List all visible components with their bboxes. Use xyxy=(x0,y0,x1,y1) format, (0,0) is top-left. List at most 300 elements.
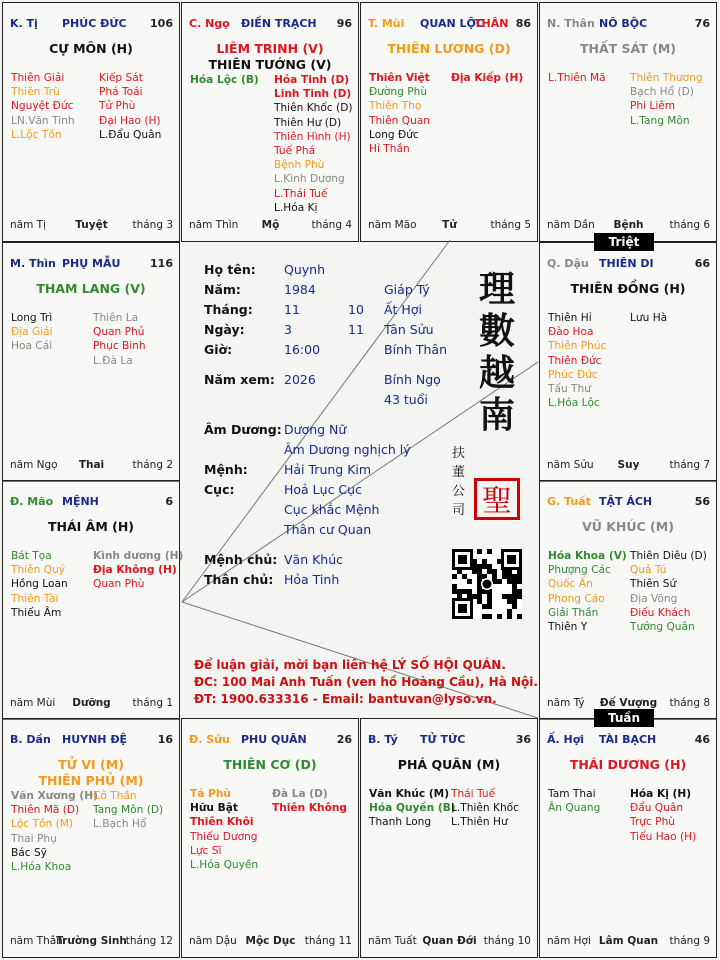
palace-body-marker: THÂN xyxy=(474,17,509,30)
main-stars xyxy=(361,41,537,57)
minor-star: Phúc Đức xyxy=(548,368,598,381)
palace-age: 106 xyxy=(150,17,173,30)
palace-dau[interactable] xyxy=(539,242,717,482)
palace-age: 26 xyxy=(336,733,352,746)
palace-month: tháng 1 xyxy=(132,697,173,709)
palace-ty[interactable] xyxy=(360,718,538,958)
minor-star: Long Đức xyxy=(369,128,419,141)
palace-year: năm Mão xyxy=(368,219,417,231)
palace-age: 66 xyxy=(694,257,710,270)
palace-month: tháng 2 xyxy=(132,459,173,471)
palace-phase: Tuyệt xyxy=(75,219,108,231)
palace-header xyxy=(368,17,531,31)
palace-footer xyxy=(10,219,173,233)
contact-phone-email[interactable]: ĐT: 1900.633316 - Email: bantuvan@lyso.vn. xyxy=(194,692,497,706)
minor-star: LN.Văn Tinh xyxy=(11,114,75,127)
minor-star: L.Hóa Kị xyxy=(274,201,318,214)
day-value: 3 xyxy=(284,322,292,337)
calligraphy-char: 理 xyxy=(478,268,515,310)
minor-star: Hoa Cái xyxy=(11,340,53,353)
year-value: 1984 xyxy=(284,282,316,297)
minor-star: Địa Kiếp (H) xyxy=(451,72,524,84)
minor-star: L.Thái Tuế xyxy=(274,187,328,200)
calligraphy-char: 南 xyxy=(478,394,515,436)
palace-header xyxy=(189,17,352,31)
element-value: Hoả Lục Cục xyxy=(284,482,362,497)
palace-ngo[interactable] xyxy=(181,2,359,242)
minor-star: Thiên Không xyxy=(272,802,347,815)
minor-star: Hỉ Thần xyxy=(369,143,410,156)
minor-star: Kình dương (H) xyxy=(93,550,184,562)
calligraphy-char: 越 xyxy=(478,352,515,394)
palace-age: 36 xyxy=(515,733,531,746)
month-label: Tháng: xyxy=(204,302,253,317)
minor-star: L.Hóa Khoa xyxy=(11,861,72,874)
palace-month: tháng 6 xyxy=(669,219,710,231)
calligraphy-char: 數 xyxy=(478,310,515,352)
minor-star: Thiên Đức xyxy=(548,354,602,367)
minor-star: Địa Không (H) xyxy=(93,564,177,577)
palace-name: NÔ BỘC xyxy=(599,17,648,30)
day-lunar: 11 xyxy=(348,322,364,337)
palace-header xyxy=(189,733,352,747)
palace-year: năm Hợi xyxy=(547,935,591,947)
hour-value: 16:00 xyxy=(284,342,321,357)
minor-star: Thiên Thọ xyxy=(369,100,422,113)
month-value: 11 xyxy=(284,302,300,317)
minor-star: Hóa Lộc (B) xyxy=(190,74,259,86)
minor-star: Phục Binh xyxy=(93,340,146,353)
year-label: Năm: xyxy=(204,282,241,297)
palace-header xyxy=(10,17,173,31)
palace-name: PHU QUÂN xyxy=(241,733,307,746)
main-star: THIÊN TƯỚNG (V) xyxy=(208,57,332,72)
palace-header xyxy=(547,17,710,31)
palace-position: B. Tý xyxy=(368,733,398,746)
palace-tuat[interactable] xyxy=(539,480,717,720)
palace-age: 86 xyxy=(515,17,531,30)
main-stars xyxy=(182,757,358,773)
palace-position: Đ. Mão xyxy=(10,495,54,508)
minor-star: Hóa Khoa (V) xyxy=(548,550,627,562)
palace-header xyxy=(368,733,531,747)
palace-header xyxy=(547,257,710,271)
minor-star: Hóa Kị (H) xyxy=(630,788,692,800)
palace-phase: Tử xyxy=(442,219,457,231)
minor-star: Hỏa Tinh (D) xyxy=(274,74,350,86)
main-star: THIÊN CƠ (D) xyxy=(223,757,317,772)
name-label: Họ tên: xyxy=(204,262,256,277)
minor-star: L.Đà La xyxy=(93,354,133,367)
view-year-canchi: Bính Ngọ xyxy=(384,372,441,387)
palace-name: QUAN LỘC xyxy=(420,17,484,30)
minor-star: Hóa Quyền (B) xyxy=(369,802,456,815)
hour-canchi: Bính Thân xyxy=(384,342,448,357)
minor-star: Đà La (D) xyxy=(272,788,328,800)
minor-star: Điếu Khách xyxy=(630,606,691,619)
palace-year: năm Sửu xyxy=(547,459,594,471)
palace-name: HUYNH ĐỆ xyxy=(62,733,128,746)
palace-age: 56 xyxy=(694,495,710,508)
palace-position: K. Tị xyxy=(10,17,38,30)
palace-phase: Mộc Dục xyxy=(245,935,296,947)
company-chars: 扶 董 公 司 xyxy=(452,446,466,518)
palace-month: tháng 10 xyxy=(483,935,531,947)
palace-age: 16 xyxy=(157,733,173,746)
palace-month: tháng 12 xyxy=(125,935,173,947)
palace-name: ĐIỀN TRẠCH xyxy=(241,17,317,30)
palace-phase: Thai xyxy=(78,459,105,471)
minor-stars-right xyxy=(630,71,703,128)
palace-suu[interactable] xyxy=(181,718,359,958)
minor-stars-right xyxy=(630,787,696,844)
destiny-master-value: Văn Khúc xyxy=(284,552,344,567)
palace-year: năm Tý xyxy=(547,697,585,709)
body-master-label: Thân chủ: xyxy=(204,572,274,587)
minor-star: Thiên Tài xyxy=(11,592,59,605)
yinyang-value: Dương Nữ xyxy=(284,422,347,437)
minor-star: Tấu Thư xyxy=(548,383,591,396)
destiny-value: Hải Trung Kim xyxy=(284,462,372,477)
day-canchi: Tân Sửu xyxy=(384,322,434,337)
palace-position: B. Dần xyxy=(10,733,51,746)
minor-star: Quan Phủ xyxy=(93,326,145,339)
palace-footer xyxy=(189,219,352,233)
minor-stars-left xyxy=(190,73,259,87)
element-label: Cục: xyxy=(204,482,235,497)
minor-star: Long Trì xyxy=(11,312,53,324)
palace-phase: Bệnh xyxy=(613,219,644,231)
main-stars xyxy=(540,41,716,57)
palace-year: năm Dần xyxy=(547,219,595,231)
minor-star: Thai Phụ xyxy=(11,832,57,845)
main-star: THẤT SÁT (M) xyxy=(580,41,676,56)
main-star: THÁI DƯƠNG (H) xyxy=(569,757,687,772)
hour-label: Giờ: xyxy=(204,342,233,357)
main-star: PHÁ QUÂN (M) xyxy=(397,757,501,772)
palace-footer xyxy=(368,935,531,949)
minor-star: Tử Phù xyxy=(99,100,136,113)
palace-position: Q. Dậu xyxy=(547,257,589,270)
minor-star: Văn Khúc (M) xyxy=(369,788,450,800)
minor-stars-right xyxy=(630,549,707,634)
minor-star: L.Thiên Mã xyxy=(548,72,606,84)
minor-star: Phượng Các xyxy=(548,564,611,577)
minor-star: L.Thiên Khốc xyxy=(451,802,519,815)
palace-header xyxy=(547,733,710,747)
element-note: Cục khắc Mệnh xyxy=(284,502,380,517)
palace-month: tháng 8 xyxy=(669,697,710,709)
palace-name: PHÚC ĐỨC xyxy=(62,17,127,30)
minor-star: Hữu Bật xyxy=(190,802,238,815)
minor-star: Tả Phù xyxy=(190,788,231,800)
year-canchi: Giáp Tý xyxy=(384,282,430,297)
palace-position: Đ. Sửu xyxy=(189,733,230,746)
palace-footer xyxy=(547,459,710,473)
minor-star: Văn Xương (H) xyxy=(11,790,98,802)
main-star: TỬ VI (M) xyxy=(58,757,124,772)
palace-phase: Suy xyxy=(617,459,640,471)
minor-star: Thiên Việt xyxy=(369,72,430,84)
minor-stars-left xyxy=(548,311,606,410)
minor-star: Đường Phù xyxy=(369,86,428,99)
minor-star: Giải Thần xyxy=(548,606,599,619)
main-stars xyxy=(3,41,179,57)
destiny-label: Mệnh: xyxy=(204,462,248,477)
month-canchi: Ất Hợi xyxy=(384,302,422,317)
minor-star: Bác Sỹ xyxy=(11,846,47,859)
minor-stars-right xyxy=(99,71,161,142)
minor-stars-left xyxy=(548,71,606,85)
palace-header xyxy=(10,733,173,747)
minor-stars-left xyxy=(11,311,53,354)
minor-stars-left xyxy=(548,787,600,815)
palace-position: C. Ngọ xyxy=(189,17,230,30)
name-value: Quynh xyxy=(284,262,326,277)
minor-star: L.Thiên Hư xyxy=(451,816,508,829)
minor-star: Tướng Quân xyxy=(630,621,695,634)
yinyang-note: Âm Dương nghịch lý xyxy=(284,442,411,457)
minor-star: Thiên Khốc (D) xyxy=(274,102,353,115)
minor-star: Thái Tuế xyxy=(451,788,496,800)
minor-star: Địa Giải xyxy=(11,326,53,339)
minor-stars-right xyxy=(630,311,667,325)
palace-hoi[interactable] xyxy=(539,718,717,958)
minor-star: Lưu Hà xyxy=(630,312,668,324)
minor-star: Thiên Hỉ xyxy=(548,312,592,324)
minor-stars-left xyxy=(369,71,430,156)
palace-year: năm Mùi xyxy=(10,697,56,709)
minor-star: Trực Phù xyxy=(630,816,675,829)
minor-stars-left xyxy=(11,549,68,620)
minor-star: Lực Sĩ xyxy=(190,844,222,857)
main-stars xyxy=(361,757,537,773)
minor-star: Linh Tinh (D) xyxy=(274,88,352,101)
red-stamp: 聖 xyxy=(474,478,520,520)
minor-star: L.Hóa Quyền xyxy=(190,859,259,872)
palace-age: 76 xyxy=(694,17,710,30)
minor-star: Thiên Trù xyxy=(11,86,60,99)
main-star: THÁI ÂM (H) xyxy=(47,519,135,534)
minor-star: Thiên Diêu (D) xyxy=(630,550,707,562)
palace-than[interactable] xyxy=(539,2,717,242)
palace-name: MỆNH xyxy=(62,495,99,508)
minor-stars-right xyxy=(272,787,347,815)
palace-month: tháng 11 xyxy=(304,935,352,947)
palace-mui[interactable] xyxy=(360,2,538,242)
minor-stars-left xyxy=(11,71,75,142)
minor-star: Cô Thần xyxy=(93,790,137,802)
minor-stars-right xyxy=(274,73,353,215)
minor-star: Tiểu Hao (H) xyxy=(630,830,697,843)
qr-code-icon[interactable] xyxy=(452,549,522,619)
minor-star: Thiếu Âm xyxy=(11,606,62,619)
minor-star: Phá Toái xyxy=(99,86,143,99)
palace-year: năm Ngọ xyxy=(10,459,58,471)
view-year-value: 2026 xyxy=(284,372,316,387)
minor-star: L.Lộc Tồn xyxy=(11,128,62,141)
main-star: THAM LANG (V) xyxy=(36,281,146,296)
triet-tag: Triệt xyxy=(594,233,654,251)
palace-month: tháng 5 xyxy=(490,219,531,231)
minor-star: Lộc Tồn (M) xyxy=(11,818,74,831)
destiny-master-label: Mệnh chủ: xyxy=(204,552,278,567)
palace-phase: Quan Đới xyxy=(422,935,477,947)
palace-footer xyxy=(10,935,173,949)
main-star: VŨ KHÚC (M) xyxy=(582,519,674,534)
month-lunar: 10 xyxy=(348,302,364,317)
palace-age: 116 xyxy=(150,257,173,270)
palace-year: năm Tị xyxy=(10,219,46,231)
main-stars xyxy=(540,519,716,535)
yinyang-label: Âm Dương: xyxy=(204,422,282,437)
main-stars xyxy=(3,281,179,297)
day-label: Ngày: xyxy=(204,322,245,337)
palace-name: THIÊN DI xyxy=(599,257,654,270)
minor-star: L.Đẩu Quân xyxy=(99,128,162,141)
palace-name: TẬT ÁCH xyxy=(599,495,653,508)
minor-star: Đẩu Quân xyxy=(630,802,684,815)
contact-address: ĐC: 100 Mai Anh Tuấn (ven hồ Hoàng Cầu), Hà Nội. xyxy=(194,675,538,689)
minor-star: Thiên La xyxy=(93,312,139,324)
palace-phase: Đế Vượng xyxy=(599,697,658,709)
minor-star: Tam Thai xyxy=(548,788,596,800)
palace-month: tháng 3 xyxy=(132,219,173,231)
main-star: THIÊN LƯƠNG (D) xyxy=(387,41,511,56)
palace-position: G. Tuất xyxy=(547,495,591,508)
main-star: LIÊM TRINH (V) xyxy=(216,41,324,56)
palace-age: 96 xyxy=(336,17,352,30)
minor-star: Quốc Ấn xyxy=(548,578,593,591)
palace-position: T. Mùi xyxy=(368,17,405,30)
palace-name: TỬ TỨC xyxy=(420,733,466,746)
minor-star: Đại Hao (H) xyxy=(99,114,161,127)
palace-year: năm Dậu xyxy=(189,935,237,947)
palace-position: Ấ. Hợi xyxy=(547,733,585,746)
palace-footer xyxy=(368,219,531,233)
contact-note: Để luận giải, mời bạn liên hệ LÝ SỐ HỘI QUÁN. xyxy=(194,658,506,672)
main-star: THIÊN ĐỒNG (H) xyxy=(570,281,686,296)
minor-stars-left xyxy=(11,789,98,874)
palace-footer xyxy=(10,697,173,711)
minor-star: Nguyệt Đức xyxy=(11,100,74,113)
main-stars xyxy=(3,519,179,535)
minor-stars-right xyxy=(93,311,146,368)
minor-star: Thiên Hình (H) xyxy=(274,130,351,143)
minor-star: Bệnh Phù xyxy=(274,159,325,172)
minor-star: Quả Tú xyxy=(630,564,667,577)
minor-stars-left xyxy=(548,549,627,634)
palace-footer xyxy=(10,459,173,473)
palace-name: TÀI BẠCH xyxy=(599,733,657,746)
minor-star: Thiên Mã (D) xyxy=(11,804,80,817)
main-star: THIÊN PHỦ (M) xyxy=(38,773,144,788)
tuan-tag: Tuần xyxy=(594,709,654,727)
age-value: 43 tuổi xyxy=(384,392,428,407)
main-stars xyxy=(3,757,179,789)
palace-mao[interactable] xyxy=(2,480,184,720)
palace-phase: Mộ xyxy=(261,219,280,231)
palace-footer xyxy=(547,935,710,949)
palace-year: năm Thìn xyxy=(189,219,239,231)
body-master-value: Hỏa Tinh xyxy=(284,572,340,587)
minor-stars-right xyxy=(93,789,163,832)
palace-ti[interactable] xyxy=(2,2,180,242)
palace-month: tháng 4 xyxy=(311,219,352,231)
palace-year: năm Tuất xyxy=(368,935,417,947)
palace-header xyxy=(10,257,173,271)
palace-year: năm Thân xyxy=(10,935,63,947)
minor-star: Thiên Khôi xyxy=(190,816,254,829)
minor-star: L.Tang Môn xyxy=(630,114,690,127)
minor-star: Địa Võng xyxy=(630,592,678,605)
view-year-label: Năm xem: xyxy=(204,372,275,387)
palace-dan[interactable] xyxy=(2,718,180,958)
minor-star: Thiên Sứ xyxy=(630,578,677,591)
palace-header xyxy=(547,495,710,509)
minor-stars-right xyxy=(451,71,523,85)
minor-star: Hồng Loan xyxy=(11,578,68,591)
minor-star: Phi Liêm xyxy=(630,100,676,113)
body-palace-note: Thân cư Quan xyxy=(284,522,372,537)
minor-star: Bạch Hổ (D) xyxy=(630,86,694,99)
minor-star: Thiên Y xyxy=(548,621,588,634)
minor-star: Thiên Thương xyxy=(630,72,703,84)
minor-star: Kiếp Sát xyxy=(99,72,143,84)
minor-star: Tang Môn (D) xyxy=(93,804,164,817)
minor-stars-left xyxy=(369,787,456,830)
minor-stars-right xyxy=(451,787,519,830)
palace-position: M. Thìn xyxy=(10,257,56,270)
minor-star: Thiên Giải xyxy=(11,72,65,84)
palace-phase: Trường Sinh xyxy=(56,935,127,947)
main-stars xyxy=(540,281,716,297)
main-stars xyxy=(540,757,716,773)
minor-star: Tuế Phá xyxy=(274,145,316,158)
minor-star: Thiên Quan xyxy=(369,114,430,127)
palace-month: tháng 9 xyxy=(669,935,710,947)
palace-age: 6 xyxy=(165,495,173,508)
minor-star: L.Bạch Hổ xyxy=(93,818,147,831)
minor-star: L.Hóa Lộc xyxy=(548,397,600,410)
palace-footer xyxy=(189,935,352,949)
minor-star: Thanh Long xyxy=(369,816,432,829)
palace-name: PHỤ MẪU xyxy=(62,257,121,270)
palace-header xyxy=(10,495,173,509)
minor-star: Thiên Quý xyxy=(11,564,66,577)
minor-star: L.Kình Dương xyxy=(274,173,345,186)
minor-star: Quan Phù xyxy=(93,578,145,591)
minor-star: Thiên Phúc xyxy=(548,340,607,353)
palace-month: tháng 7 xyxy=(669,459,710,471)
palace-age: 46 xyxy=(694,733,710,746)
minor-star: Ân Quang xyxy=(548,802,601,815)
palace-position: N. Thân xyxy=(547,17,595,30)
minor-stars-left xyxy=(190,787,258,872)
minor-star: Phong Cáo xyxy=(548,592,605,605)
palace-footer xyxy=(547,219,710,233)
palace-phase: Dưỡng xyxy=(72,697,111,709)
minor-star: Thiếu Dương xyxy=(190,830,258,843)
minor-stars-right xyxy=(93,549,183,592)
minor-star: Bát Tọa xyxy=(11,550,52,562)
palace-thin[interactable] xyxy=(2,242,180,482)
minor-star: Đào Hoa xyxy=(548,326,594,339)
main-star: CỰ MÔN (H) xyxy=(49,41,133,56)
main-stars xyxy=(182,41,358,73)
minor-star: Thiên Hư (D) xyxy=(274,116,342,129)
palace-phase: Lâm Quan xyxy=(598,935,659,947)
